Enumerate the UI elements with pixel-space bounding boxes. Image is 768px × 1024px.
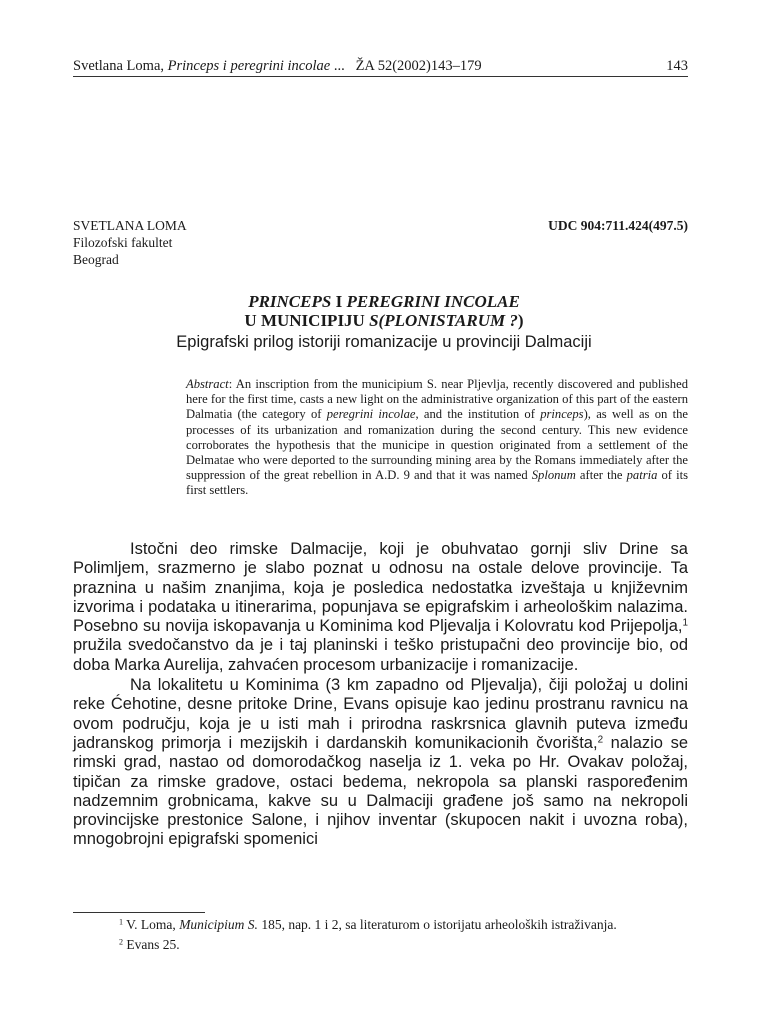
title-peregrini: PEREGRINI INCOLAE xyxy=(346,292,520,311)
article-title xyxy=(0,292,768,353)
title-municipiju: U MUNICIPIJU xyxy=(244,311,365,330)
title-princeps: PRINCEPS xyxy=(248,292,332,311)
abstract-italic: Splonum xyxy=(531,468,576,483)
footnote-text: Evans 25. xyxy=(123,937,180,952)
abstract-text: , and the institution of xyxy=(415,407,541,422)
header-journal: ŽA 52(2002)143–179 xyxy=(355,58,482,74)
page-number: 143 xyxy=(666,58,688,74)
author-block xyxy=(73,217,187,268)
author-name: SVETLANA LOMA xyxy=(73,218,187,233)
footnote-ref[interactable]: 2 xyxy=(597,734,604,746)
body-text xyxy=(73,540,688,850)
udc-code: UDC 904:711.424(497.5) xyxy=(548,218,688,233)
abstract-text: after the xyxy=(575,468,627,483)
paragraph-text: Istočni deo rimske Dalmacije, koji je obuhvatao gornji sliv Drine sa Polimljem, srazmerno je slabo poznat u odnosu na ostale delove provincije. Ta praznina u našim znanjima, koja je posledica nedostatka izveštaja u književnim izvorima i podataka u itinerarima, popunjava se epigrafskim i arheološkim nalazima. Posebno su novija iskopavanja u Kominima kod Pljevalja i Kolovratu kod Prijepolja, xyxy=(73,540,688,636)
paragraph-1 xyxy=(73,540,688,675)
abstract-text: of its first settlers. xyxy=(186,468,689,498)
footnote-ref[interactable]: 1 xyxy=(682,617,688,629)
abstract-italic: princeps xyxy=(540,407,584,422)
title-line-1 xyxy=(0,292,768,311)
title-conjunction: I xyxy=(335,292,343,311)
abstract xyxy=(186,377,688,499)
abstract-italic: patria xyxy=(626,468,658,483)
title-line-2 xyxy=(0,311,768,330)
paragraph-text: Na lokalitetu u Kominima (3 km zapadno od Pljevalja), čiji položaj u dolini reke Ćehotine, desne pritoke Drine, Evans opisuje kao jedinu prostranu ravnicu na ovom području, koja je u isti mah i prirodna raskrsnica glavnih puteva između jadranskog primorja i mezijskih i dardanskih komunikacionih čvorišta, xyxy=(73,676,688,752)
author-city: Beograd xyxy=(73,252,119,267)
footnote-italic: Municipium S. xyxy=(179,917,258,932)
abstract-italic: peregrini incolae xyxy=(326,407,416,422)
paragraph-text: nalazio se rimski grad, nastao od domorodačkog naselja iz 1. veka po Hr. Ovakav položaj, tipičan za rimske gradove, ostaci bedema, nekropola sa planski raspoređenim nadzemnim grobnicama, kakve su u Dalmaciji građene još samo na nekropoli provincijske prestonice Salone, i njihov inventar (skupocen nakit i uvozna roba), mnogobrojni epigrafski spomenici xyxy=(73,733,688,849)
footnote-text: 185, nap. 1 i 2, sa literaturom o istorijatu arheoloških istraživanja. xyxy=(257,917,617,932)
author-institution: Filozofski fakultet xyxy=(73,235,173,250)
header-ellipsis: ... xyxy=(333,58,345,74)
footnote-number: 1 xyxy=(119,917,124,927)
abstract-label: Abstract xyxy=(186,377,229,391)
paragraph-text: pružila svedočanstvo da je i taj planinski i teško pristupačni deo provincije bio, od doba Marka Aurelija, zahvaćen procesom urbanizacije i romanizacije. xyxy=(73,636,688,674)
running-header xyxy=(73,57,688,77)
header-author: Svetlana Loma, xyxy=(73,58,165,74)
subtitle: Epigrafski prilog istoriji romanizacije u provinciji Dalmaciji xyxy=(176,333,592,351)
footnote-1 xyxy=(73,916,688,933)
footnote-divider xyxy=(73,912,205,913)
paragraph-2 xyxy=(73,676,688,850)
title-paren: ) xyxy=(517,311,524,330)
footnote-number: 2 xyxy=(119,937,124,947)
abstract-text: : An inscription from the municipium S. near Pljevlja, recently discovered and published here for the first time, casts a new light on the administrative organization of this part of the eastern Dalmatia (the category of xyxy=(186,377,688,422)
title-s: S( xyxy=(369,311,385,330)
header-article-title: Princeps i peregrini incolae xyxy=(167,58,331,74)
footnote-text: V. Loma, xyxy=(123,917,180,932)
footnote-2 xyxy=(73,936,688,953)
abstract-text: ), as well as on the processes of its urbanization and romanization during the second century. This new evidence corroborates the hypothesis that the municipe in question originated from a settlement of the Delmatae who were deported to the surrounding mining area by the Romans immediately after the suppression of the great rebellion in A.D. 9 and that it was named xyxy=(186,407,688,483)
title-plonistarum: PLONISTARUM ? xyxy=(384,311,518,330)
footnotes xyxy=(73,916,688,953)
